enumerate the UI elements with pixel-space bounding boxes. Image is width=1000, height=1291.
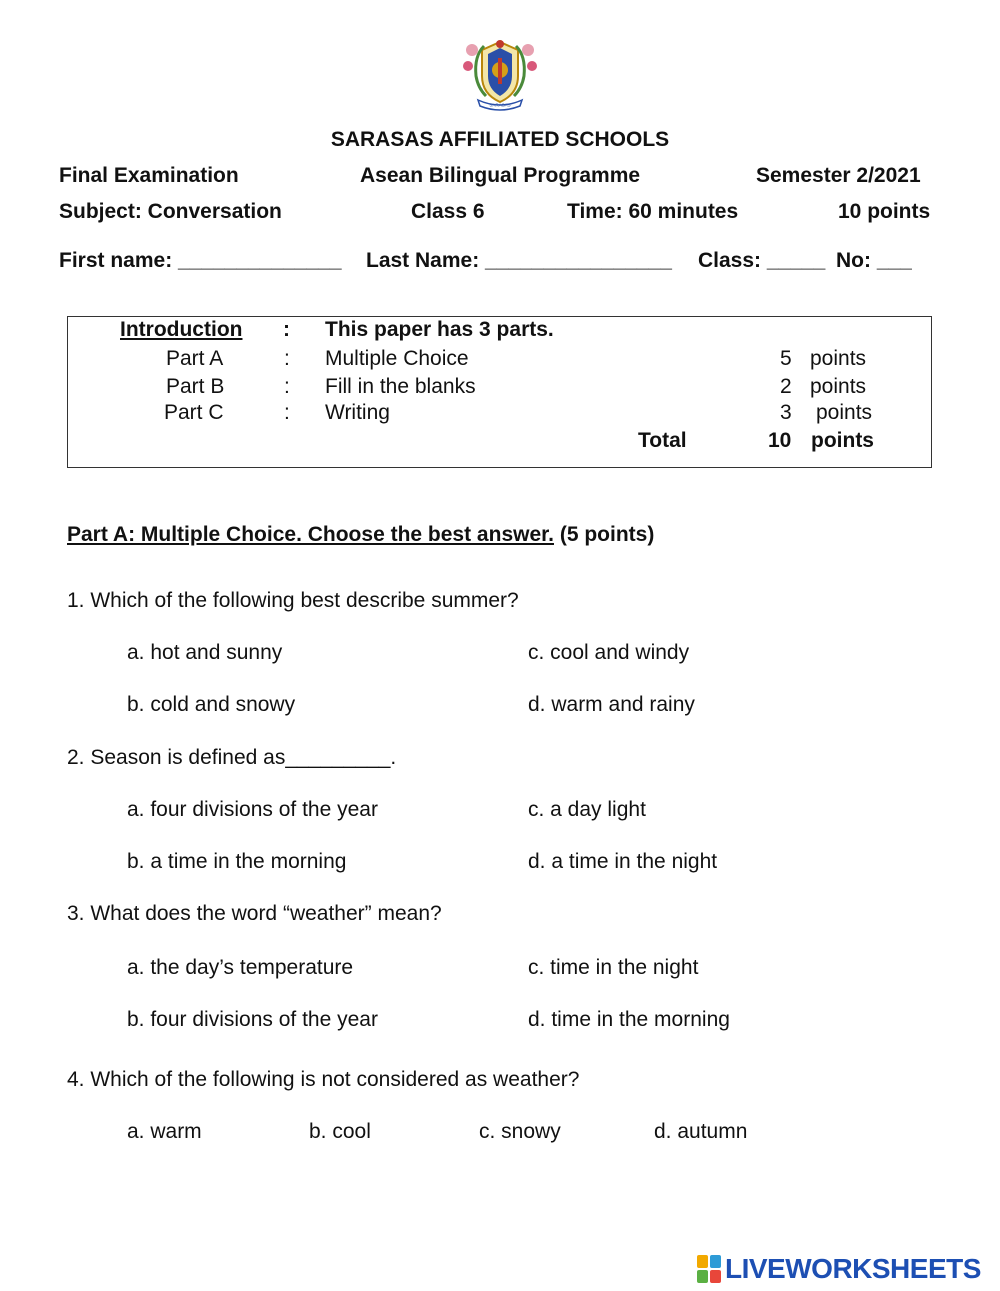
part-b-name: Part B <box>166 375 225 398</box>
part-c-desc: Writing <box>325 401 390 424</box>
question-4: 4. Which of the following is not considered as weather? <box>67 1068 580 1091</box>
part-b-num: 2 <box>780 375 792 398</box>
q1-option-c[interactable]: c. cool and windy <box>528 641 690 664</box>
q3-option-a[interactable]: a. the day’s temperature <box>127 956 354 979</box>
semester: Semester 2/2021 <box>756 164 921 187</box>
q3-option-d[interactable]: d. time in the morning <box>528 1008 730 1031</box>
intro-summary: This paper has 3 parts. <box>325 318 554 341</box>
class-level: Class 6 <box>411 200 485 223</box>
part-a-colon: : <box>284 347 290 370</box>
intro-total-num: 10 <box>768 429 792 452</box>
exam-title: Final Examination <box>59 164 239 187</box>
part-c-name: Part C <box>164 401 224 424</box>
total-points: 10 points <box>838 200 931 223</box>
q4-option-b[interactable]: b. cool <box>309 1120 371 1143</box>
school-crest-logo <box>454 36 546 114</box>
part-b-colon: : <box>284 375 290 398</box>
q1-option-d[interactable]: d. warm and rainy <box>528 693 695 716</box>
intro-total-unit: points <box>811 429 874 452</box>
programme-name: Asean Bilingual Programme <box>360 164 641 187</box>
part-a-desc: Multiple Choice <box>325 347 469 370</box>
part-a-unit: points <box>810 347 867 370</box>
part-a-name: Part A <box>166 347 224 370</box>
part-a-heading <box>67 523 654 547</box>
intro-total-label: Total <box>638 429 687 452</box>
first-name-field[interactable]: First name: ______________ <box>59 249 342 272</box>
intro-heading: Introduction <box>120 318 243 341</box>
part-a-title: Part A: Multiple Choice. Choose the best answer. <box>67 523 554 546</box>
liveworksheets-logo[interactable] <box>697 1254 981 1284</box>
subject: Subject: Conversation <box>59 200 282 223</box>
question-3: 3. What does the word “weather” mean? <box>67 902 442 925</box>
q4-option-d[interactable]: d. autumn <box>654 1120 748 1143</box>
part-a-num: 5 <box>780 347 792 370</box>
q2-option-b[interactable]: b. a time in the morning <box>127 850 347 873</box>
question-1: 1. Which of the following best describe summer? <box>67 589 519 612</box>
q4-option-c[interactable]: c. snowy <box>479 1120 561 1143</box>
q2-option-d[interactable]: d. a time in the night <box>528 850 718 873</box>
school-name: SARASAS AFFILIATED SCHOOLS <box>330 128 670 151</box>
q2-option-a[interactable]: a. four divisions of the year <box>127 798 378 821</box>
intro-colon: : <box>283 318 290 341</box>
q3-option-c[interactable]: c. time in the night <box>528 956 699 979</box>
part-b-unit: points <box>810 375 867 398</box>
part-c-num: 3 <box>780 401 792 424</box>
exam-time: Time: 60 minutes <box>567 200 739 223</box>
crest-motto: SARASAS <box>489 102 511 108</box>
number-field[interactable]: No: ___ <box>836 249 912 272</box>
part-c-unit: points <box>816 401 873 424</box>
q1-option-a[interactable]: a. hot and sunny <box>127 641 283 664</box>
blocks-icon <box>697 1255 721 1283</box>
q1-option-b[interactable]: b. cold and snowy <box>127 693 296 716</box>
q3-option-b[interactable]: b. four divisions of the year <box>127 1008 378 1031</box>
q2-option-c[interactable]: c. a day light <box>528 798 646 821</box>
question-2: 2. Season is defined as_________. <box>67 746 397 769</box>
part-c-colon: : <box>284 401 290 424</box>
q4-option-a[interactable]: a. warm <box>127 1120 202 1143</box>
part-b-desc: Fill in the blanks <box>325 375 476 398</box>
part-a-points: (5 points) <box>559 523 655 546</box>
liveworksheets-brand: LIVEWORKSHEETS <box>725 1253 981 1284</box>
last-name-field[interactable]: Last Name: ________________ <box>366 249 672 272</box>
class-field[interactable]: Class: _____ <box>698 249 826 272</box>
